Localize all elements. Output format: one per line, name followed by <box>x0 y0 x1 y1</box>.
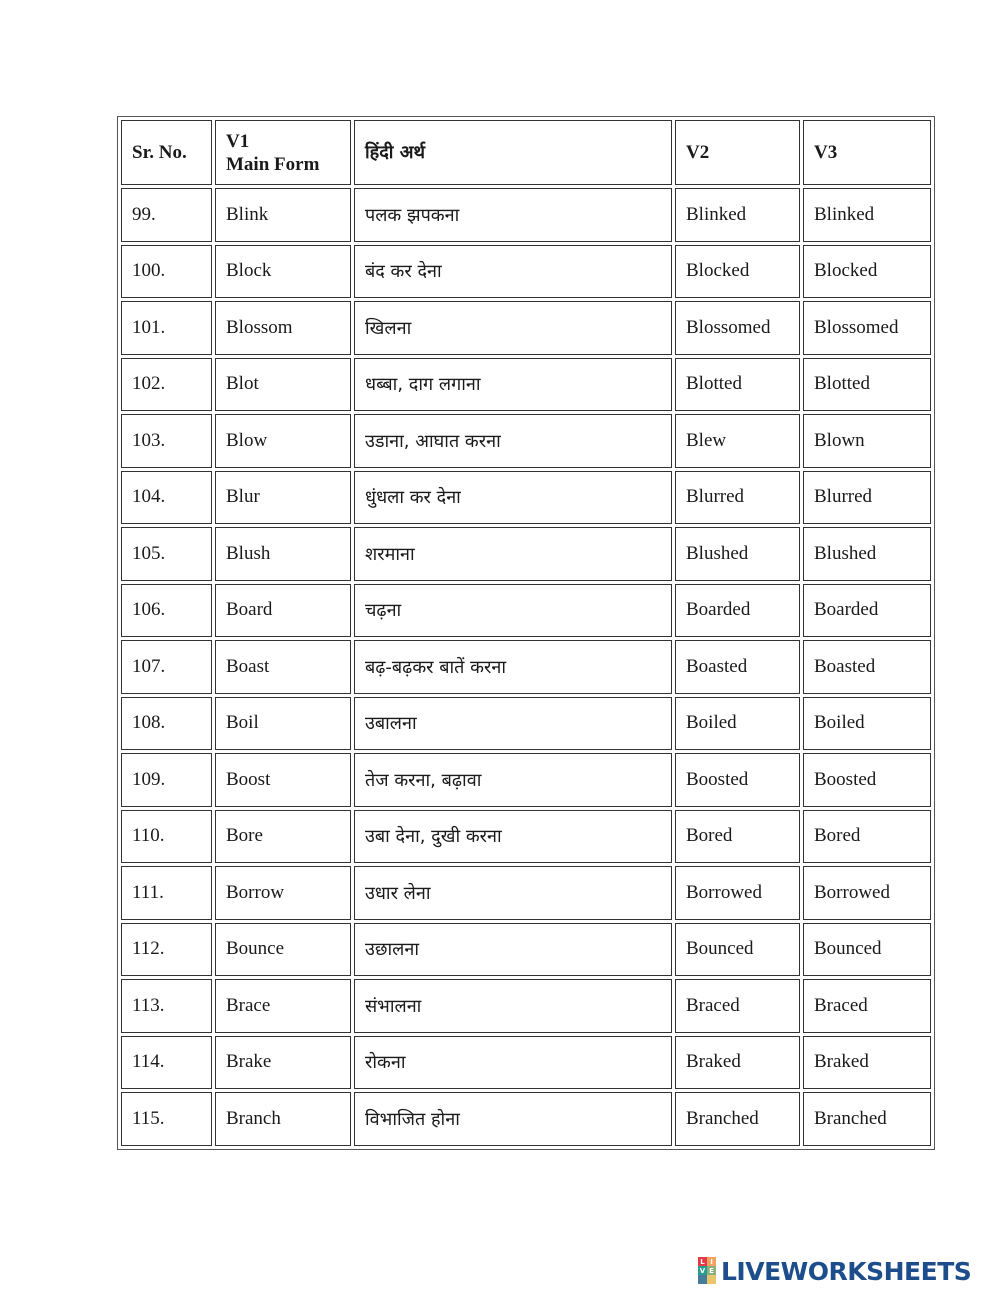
cell-v1: Boost <box>215 753 351 807</box>
cell-v2: Blushed <box>675 527 800 581</box>
cell-v2: Blinked <box>675 188 800 242</box>
table-header-row <box>121 120 931 185</box>
header-main-form-label: Main Form <box>226 153 320 175</box>
cell-v1: Board <box>215 584 351 638</box>
cell-v2: Boosted <box>675 753 800 807</box>
cell-hindi-meaning: बंद कर देना <box>354 245 672 299</box>
cell-v3: Blossomed <box>803 301 931 355</box>
cell-hindi-meaning: उछालना <box>354 923 672 977</box>
logo-tile: E <box>707 1266 716 1275</box>
cell-hindi-meaning: उधार लेना <box>354 866 672 920</box>
cell-sr-no: 111. <box>121 866 212 920</box>
table-body <box>121 188 931 1146</box>
table-row <box>121 245 931 299</box>
logo-tile <box>698 1275 707 1284</box>
brand-name: LIVEWORKSHEETS <box>721 1256 972 1286</box>
cell-v2: Branched <box>675 1092 800 1146</box>
header-v3: V3 <box>803 120 931 185</box>
cell-hindi-meaning: खिलना <box>354 301 672 355</box>
header-v1 <box>215 120 351 185</box>
cell-v1: Brace <box>215 979 351 1033</box>
cell-sr-no: 114. <box>121 1036 212 1090</box>
liveworksheets-branding <box>698 1257 971 1285</box>
table-row <box>121 301 931 355</box>
cell-v1: Block <box>215 245 351 299</box>
cell-sr-no: 108. <box>121 697 212 751</box>
cell-v3: Blurred <box>803 471 931 525</box>
cell-v1: Brake <box>215 1036 351 1090</box>
verb-table-frame <box>117 116 935 1150</box>
cell-hindi-meaning: तेज करना, बढ़ावा <box>354 753 672 807</box>
table-row <box>121 471 931 525</box>
cell-v1: Borrow <box>215 866 351 920</box>
cell-sr-no: 106. <box>121 584 212 638</box>
cell-hindi-meaning: उबा देना, दुखी करना <box>354 810 672 864</box>
cell-sr-no: 105. <box>121 527 212 581</box>
logo-tile: V <box>699 1266 706 1275</box>
cell-v1: Boast <box>215 640 351 694</box>
cell-sr-no: 104. <box>121 471 212 525</box>
cell-sr-no: 109. <box>121 753 212 807</box>
table-row <box>121 640 931 694</box>
cell-v2: Blurred <box>675 471 800 525</box>
cell-v3: Blown <box>803 414 931 468</box>
table-row <box>121 358 931 412</box>
table-row <box>121 810 931 864</box>
cell-v2: Blotted <box>675 358 800 412</box>
cell-v2: Bounced <box>675 923 800 977</box>
cell-hindi-meaning: बढ़-बढ़कर बातें करना <box>354 640 672 694</box>
cell-hindi-meaning: संभालना <box>354 979 672 1033</box>
cell-hindi-meaning: रोकना <box>354 1036 672 1090</box>
cell-v2: Blossomed <box>675 301 800 355</box>
table-row <box>121 584 931 638</box>
table-row <box>121 979 931 1033</box>
cell-v3: Blocked <box>803 245 931 299</box>
cell-v1: Blink <box>215 188 351 242</box>
cell-v2: Braced <box>675 979 800 1033</box>
cell-v3: Boasted <box>803 640 931 694</box>
verb-forms-table <box>118 117 934 1149</box>
cell-v3: Bounced <box>803 923 931 977</box>
cell-v2: Boasted <box>675 640 800 694</box>
cell-hindi-meaning: उबालना <box>354 697 672 751</box>
cell-sr-no: 102. <box>121 358 212 412</box>
cell-sr-no: 101. <box>121 301 212 355</box>
cell-v3: Branched <box>803 1092 931 1146</box>
liveworksheets-logo-icon <box>698 1257 718 1285</box>
cell-v1: Blur <box>215 471 351 525</box>
cell-v3: Boarded <box>803 584 931 638</box>
cell-v2: Borrowed <box>675 866 800 920</box>
cell-v1: Blush <box>215 527 351 581</box>
cell-v1: Bore <box>215 810 351 864</box>
header-hindi-meaning: हिंदी अर्थ <box>354 120 672 185</box>
cell-v3: Borrowed <box>803 866 931 920</box>
logo-tile: I <box>707 1257 716 1266</box>
table-row <box>121 1036 931 1090</box>
cell-v2: Blew <box>675 414 800 468</box>
cell-hindi-meaning: चढ़ना <box>354 584 672 638</box>
table-row <box>121 527 931 581</box>
cell-hindi-meaning: धुंधला कर देना <box>354 471 672 525</box>
cell-v1: Branch <box>215 1092 351 1146</box>
table-row <box>121 1092 931 1146</box>
cell-v3: Boosted <box>803 753 931 807</box>
cell-sr-no: 115. <box>121 1092 212 1146</box>
cell-hindi-meaning: विभाजित होना <box>354 1092 672 1146</box>
cell-v2: Boarded <box>675 584 800 638</box>
logo-tile <box>707 1275 716 1284</box>
logo-tile: L <box>698 1257 707 1266</box>
cell-sr-no: 113. <box>121 979 212 1033</box>
cell-v3: Blinked <box>803 188 931 242</box>
cell-hindi-meaning: धब्बा, दाग लगाना <box>354 358 672 412</box>
cell-v3: Boiled <box>803 697 931 751</box>
cell-sr-no: 100. <box>121 245 212 299</box>
cell-hindi-meaning: उडाना, आघात करना <box>354 414 672 468</box>
table-row <box>121 697 931 751</box>
table-row <box>121 923 931 977</box>
cell-v3: Braked <box>803 1036 931 1090</box>
cell-sr-no: 110. <box>121 810 212 864</box>
cell-sr-no: 107. <box>121 640 212 694</box>
cell-hindi-meaning: पलक झपकना <box>354 188 672 242</box>
table-row <box>121 188 931 242</box>
cell-v1: Blow <box>215 414 351 468</box>
table-row <box>121 414 931 468</box>
cell-v1: Bounce <box>215 923 351 977</box>
cell-v3: Braced <box>803 979 931 1033</box>
header-v2: V2 <box>675 120 800 185</box>
cell-v3: Bored <box>803 810 931 864</box>
cell-v1: Boil <box>215 697 351 751</box>
cell-sr-no: 112. <box>121 923 212 977</box>
cell-v2: Braked <box>675 1036 800 1090</box>
cell-v2: Blocked <box>675 245 800 299</box>
cell-sr-no: 103. <box>121 414 212 468</box>
cell-v1: Blot <box>215 358 351 412</box>
header-v1-label: V1 <box>226 130 250 152</box>
cell-hindi-meaning: शरमाना <box>354 527 672 581</box>
cell-v2: Boiled <box>675 697 800 751</box>
header-sr-no: Sr. No. <box>121 120 212 185</box>
table-row <box>121 753 931 807</box>
cell-sr-no: 99. <box>121 188 212 242</box>
cell-v1: Blossom <box>215 301 351 355</box>
cell-v3: Blotted <box>803 358 931 412</box>
cell-v2: Bored <box>675 810 800 864</box>
table-row <box>121 866 931 920</box>
cell-v3: Blushed <box>803 527 931 581</box>
